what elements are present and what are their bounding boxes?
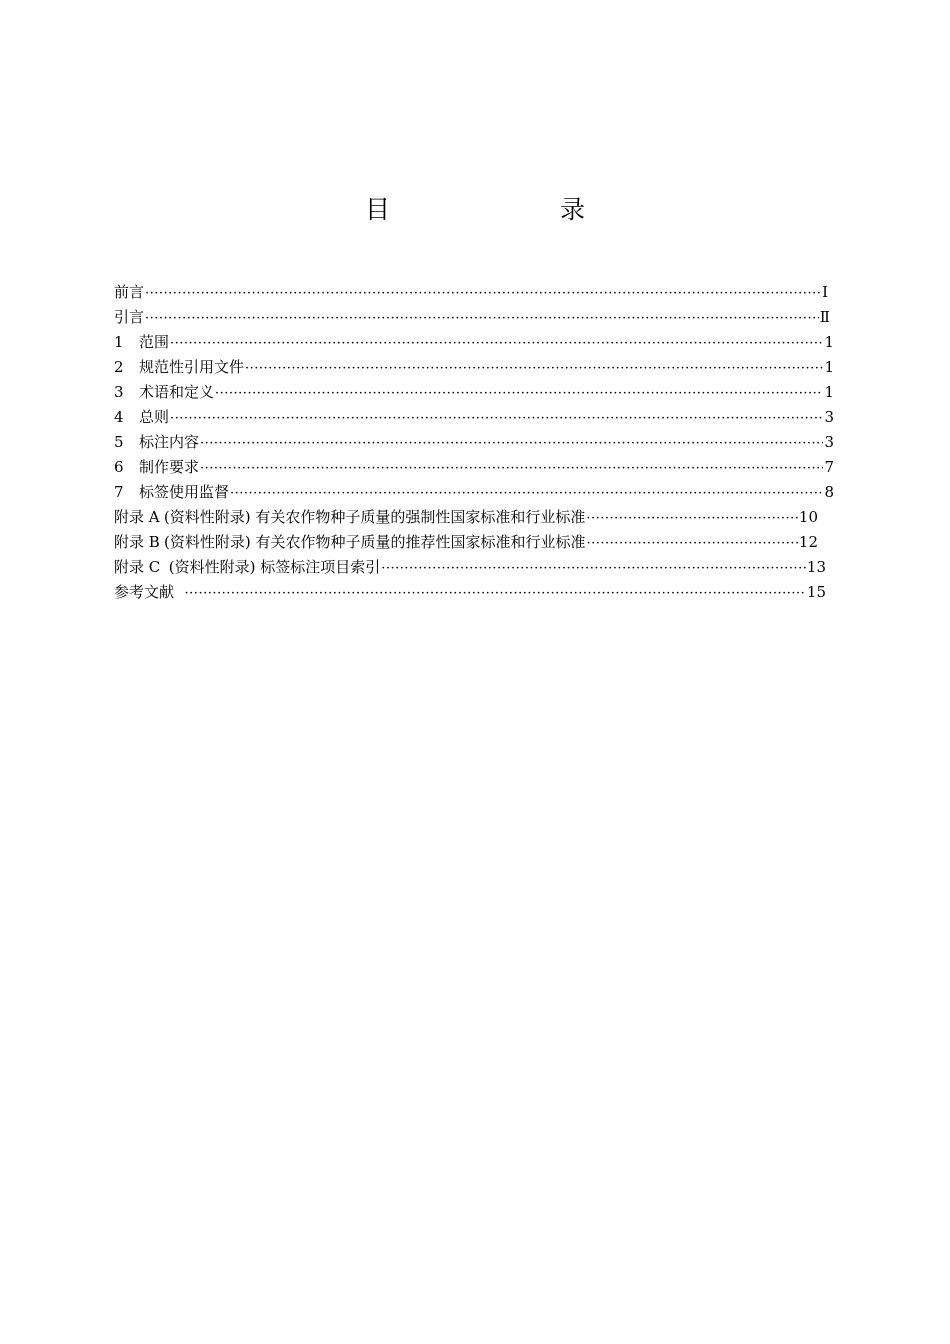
toc-entry-page: 8: [824, 483, 834, 501]
toc-entry-general[interactable]: [114, 405, 834, 430]
toc-entry-page: 12: [798, 533, 818, 551]
toc-entry-label: (资料性附录) 有关农作物种子质量的推荐性国家标准和行业标准: [164, 533, 586, 551]
toc-entry-introduction[interactable]: [114, 305, 834, 330]
toc-leader-dots: [145, 281, 821, 306]
toc-entry-page: 1: [824, 383, 834, 401]
toc-entry-number: 4: [114, 408, 124, 426]
toc-entry-page: 10: [798, 508, 818, 526]
toc-entry-number: 2: [114, 358, 124, 376]
toc-leader-dots: [245, 356, 823, 381]
toc-entry-labeling-content[interactable]: [114, 430, 834, 455]
toc-entry-page: 3: [824, 433, 834, 451]
toc-entry-page: 3: [824, 408, 834, 426]
toc-entry-page: 15: [806, 583, 826, 601]
toc-entry-label: 标签使用监督: [139, 483, 230, 501]
toc-entry-appendix-c[interactable]: [114, 555, 826, 580]
toc-leader-dots: [185, 581, 806, 606]
toc-entry-label: (资料性附录) 有关农作物种子质量的强制性国家标准和行业标准: [163, 508, 586, 526]
toc-entry-production-requirements[interactable]: [114, 455, 834, 480]
toc-entry-label: 术语和定义: [139, 383, 215, 401]
toc-leader-dots: [587, 531, 798, 556]
toc-entry-number: 1: [114, 333, 124, 351]
toc-leader-dots: [215, 381, 823, 406]
toc-entry-number: 3: [114, 383, 124, 401]
toc-entry-scope[interactable]: [114, 330, 834, 355]
toc-leader-dots: [145, 306, 819, 331]
toc-entry-number: 7: [114, 483, 124, 501]
toc-leader-dots: [170, 331, 823, 356]
toc-entry-appendix-a[interactable]: [114, 505, 818, 530]
toc-entry-number: 6: [114, 458, 124, 476]
toc-entry-label: 引言: [114, 308, 145, 326]
page-title: 目 录: [364, 195, 625, 224]
toc-entry-number: 5: [114, 433, 124, 451]
toc-entry-page: 7: [824, 458, 834, 476]
toc-leader-dots: [230, 481, 823, 506]
toc-entry-normative-references[interactable]: [114, 355, 834, 380]
toc-leader-dots: [170, 406, 823, 431]
toc-entry-page: Ⅰ: [822, 283, 828, 301]
toc-entry-page: 13: [806, 558, 826, 576]
toc-entry-label: (资料性附录) 标签标注项目索引: [168, 558, 381, 576]
table-of-contents: [114, 280, 834, 605]
toc-entry-bibliography[interactable]: [114, 580, 826, 605]
toc-entry-label: 规范性引用文件: [139, 358, 245, 376]
toc-entry-page: Ⅱ: [819, 308, 830, 326]
toc-entry-label: 参考文献: [114, 583, 184, 601]
toc-entry-number: 附录 B: [114, 533, 160, 551]
toc-entry-number: 附录 C: [114, 558, 161, 576]
toc-entry-page: 1: [824, 358, 834, 376]
toc-leader-dots: [200, 431, 823, 456]
toc-leader-dots: [586, 506, 798, 531]
toc-entry-appendix-b[interactable]: [114, 530, 818, 555]
toc-entry-label: 制作要求: [139, 458, 200, 476]
toc-entry-label: 前言: [114, 283, 145, 301]
toc-entry-label: 总则: [139, 408, 170, 426]
toc-entry-number: 附录 A: [114, 508, 160, 526]
toc-leader-dots: [200, 456, 823, 481]
toc-entry-label-supervision[interactable]: [114, 480, 834, 505]
toc-entry-label: 范围: [139, 333, 170, 351]
toc-entry-page: 1: [824, 333, 834, 351]
toc-leader-dots: [381, 556, 806, 581]
toc-entry-label: 标注内容: [139, 433, 200, 451]
toc-entry-foreword[interactable]: [114, 280, 834, 305]
toc-entry-terms-definitions[interactable]: [114, 380, 834, 405]
